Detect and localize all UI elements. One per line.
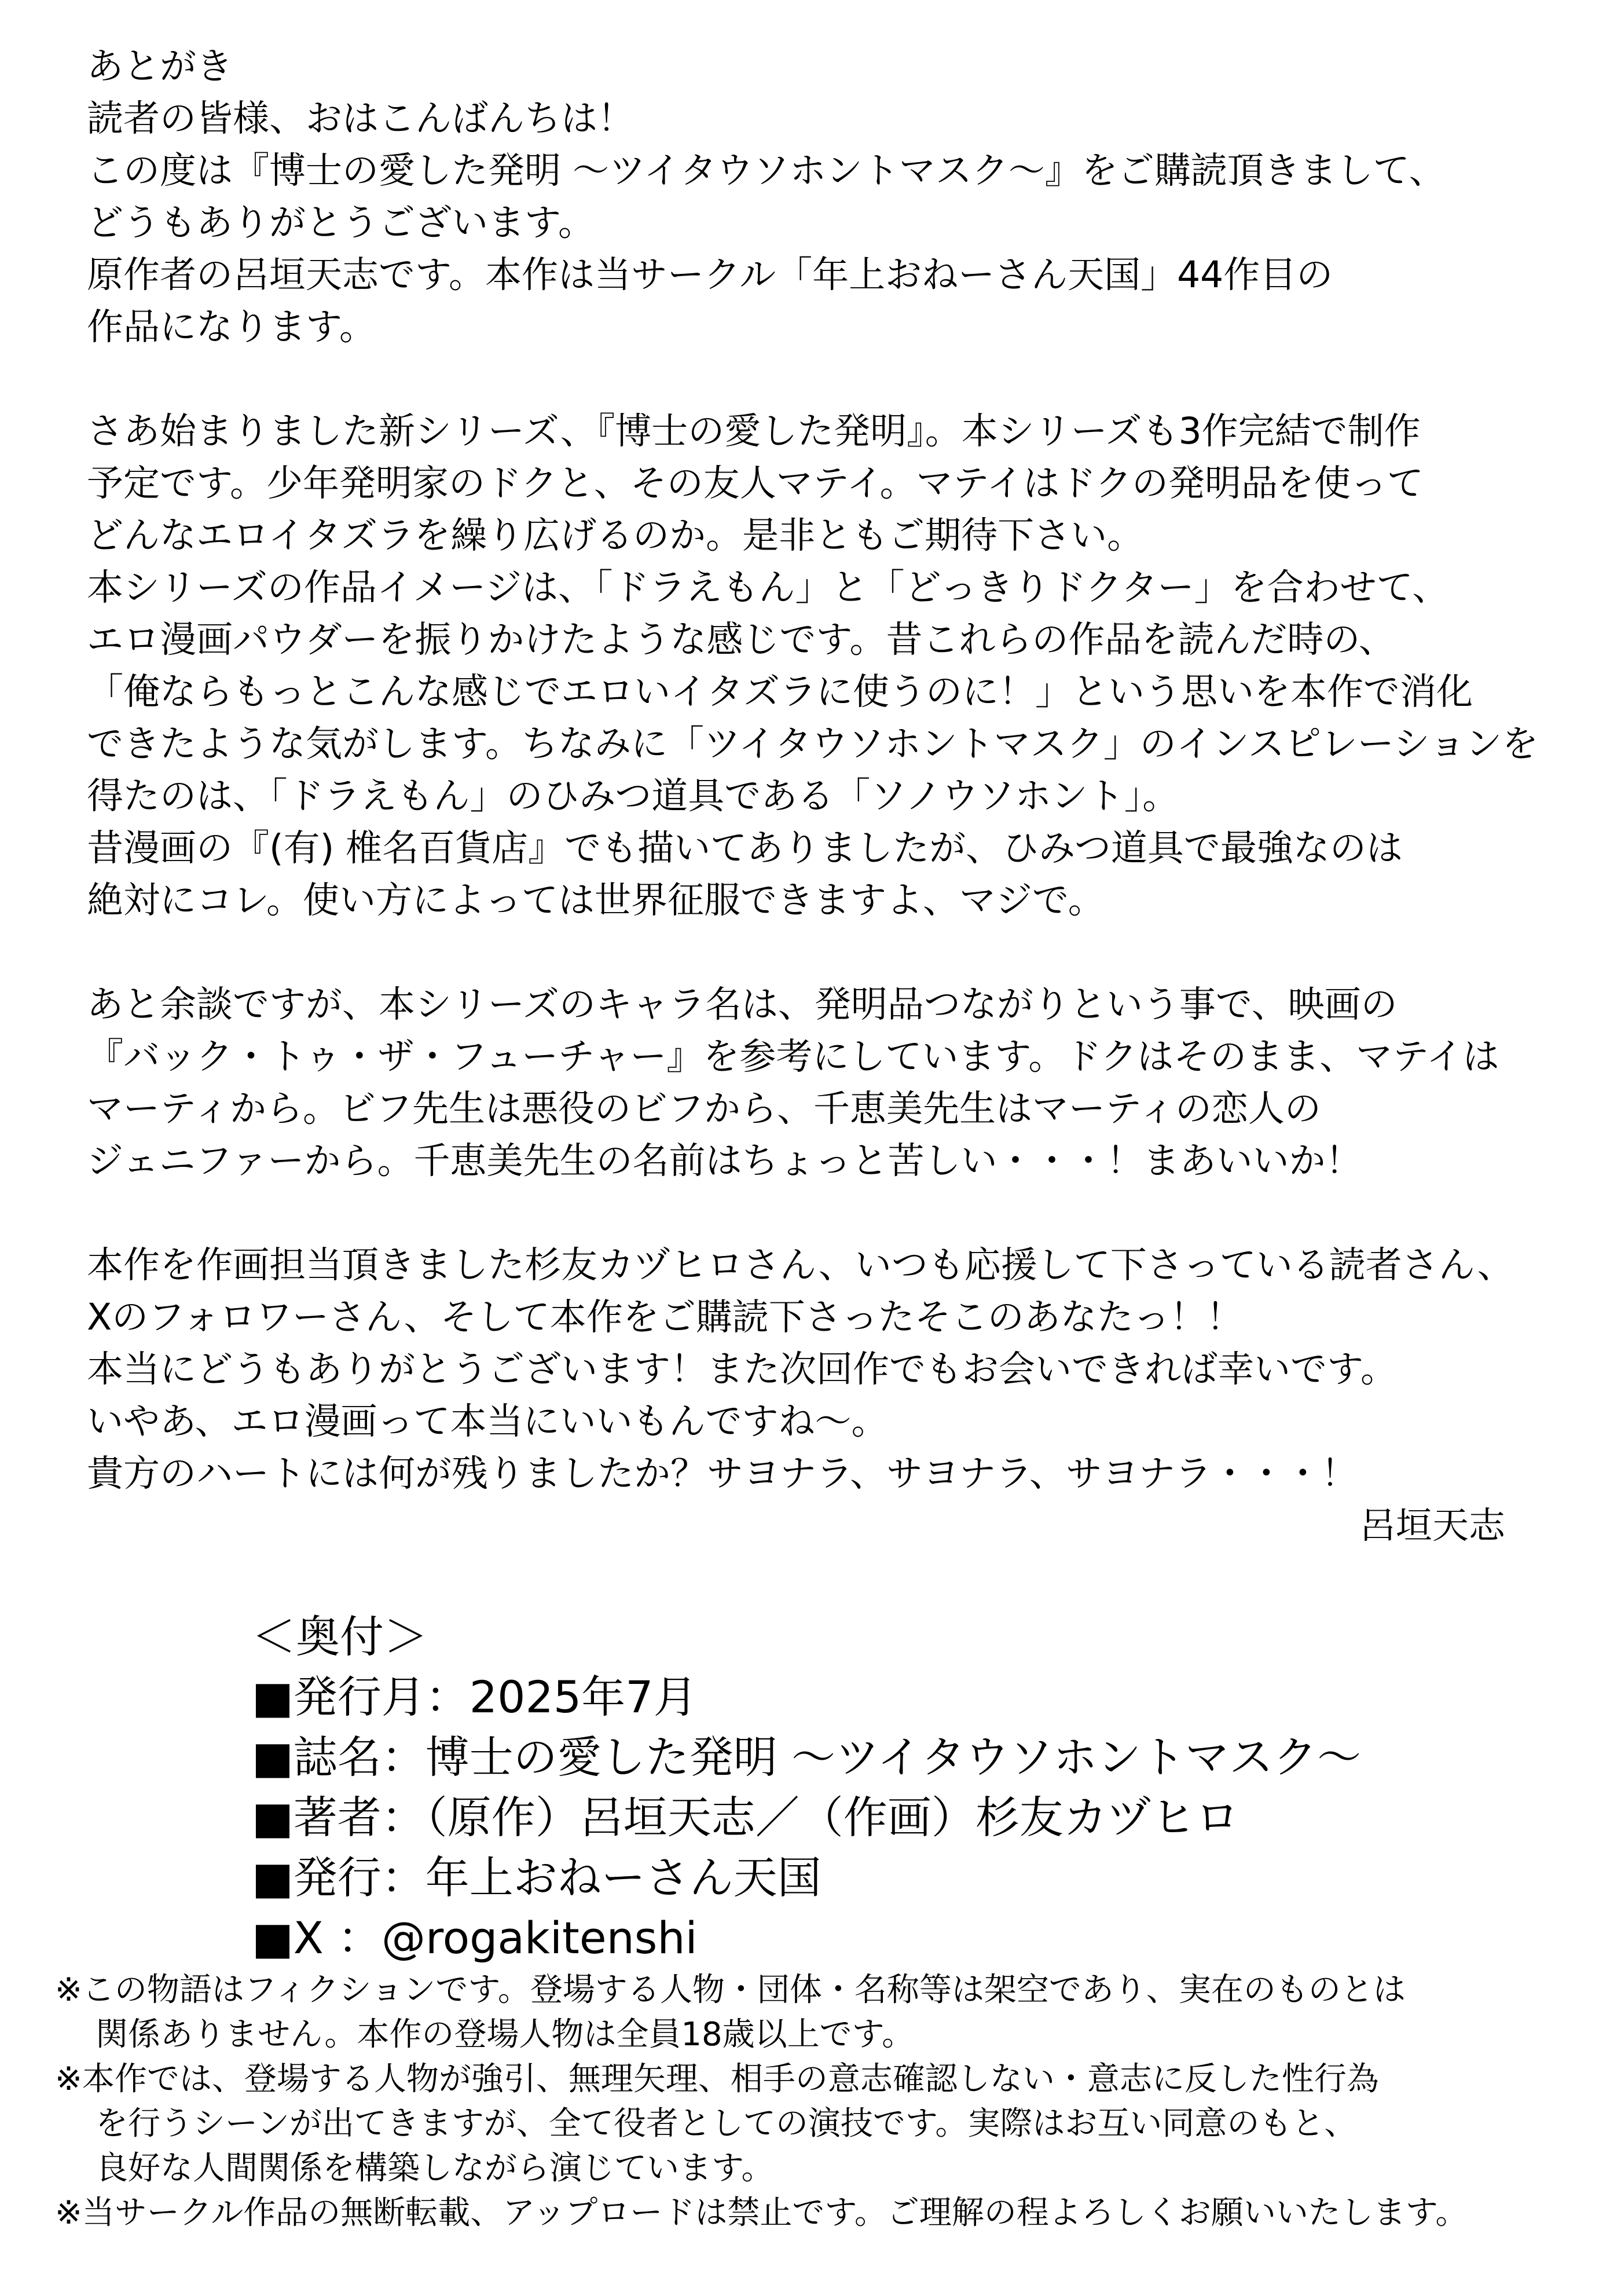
- disclaimer-notes: [55, 1968, 1595, 2235]
- colophon-authors: ■著者：（原作）呂垣天志／（作画）杉友カヅヒロ: [252, 1792, 1239, 1843]
- author-signature: 呂垣天志: [1359, 1504, 1505, 1547]
- colophon-issue-date: ■発行月：2025年7月: [252, 1671, 698, 1723]
- colophon-x-account: ■X ：@rogakitenshi: [252, 1912, 698, 1964]
- afterword-text-line: 絶対にコレ。使い方によっては世界征服できますよ、マジで。: [87, 879, 1105, 921]
- afterword-text-line: エロ漫画パウダーを振りかけたような感じです。昔これらの作品を読んだ時の、: [87, 618, 1395, 661]
- afterword-text-line: 原作者の呂垣天志です。本作は当サークル「年上おねーさん天国」44作目の: [87, 254, 1333, 296]
- afterword-text-line: 『バック・トゥ・ザ・フューチャー』を参考にしています。ドクはそのまま、マテイは: [87, 1035, 1499, 1078]
- paragraph-spacer: [87, 353, 1569, 405]
- disclaimer-line: を行うシーンが出てきますが、全て役者としての演技です。実際はお互い同意のもと、: [96, 2105, 1357, 2143]
- paragraph-spacer: [87, 1187, 1569, 1239]
- afterword-text-line: この度は『博士の愛した発明 〜ツイタウソホントマスク〜』をご購読頂きまして、: [87, 149, 1446, 192]
- afterword-text-line: あと余談ですが、本シリーズのキャラ名は、発明品つながりという事で、映画の: [87, 983, 1398, 1026]
- afterword-text-line: さあ始まりました新シリーズ、『博士の愛した発明』。本シリーズも3作完結で制作: [87, 410, 1421, 452]
- afterword-text-line: 「俺ならもっとこんな感じでエロいイタズラに使うのに！」という思いを本作で消化: [87, 671, 1473, 713]
- afterword-text-line: ジェニファーから。千恵美先生の名前はちょっと苦しい・・・！まあいいか！: [87, 1140, 1362, 1182]
- afterword-text-line: どんなエロイタズラを繰り広げるのか。是非ともご期待下さい。: [87, 514, 1144, 556]
- afterword-text-line: 作品になります。: [87, 306, 376, 348]
- paragraph-spacer: [87, 927, 1569, 979]
- afterword-text-line: 本シリーズの作品イメージは、「ドラえもん」と「どっきりドクター」を合わせて、: [87, 566, 1449, 609]
- afterword-text-line: マーティから。ビフ先生は悪役のビフから、千恵美先生はマーティの恋人の: [87, 1087, 1321, 1130]
- afterword-text-line: どうもありがとうございます。: [87, 202, 595, 244]
- afterword-title: あとがき: [87, 45, 233, 87]
- colophon-section: [252, 1607, 1361, 1968]
- afterword-text-line: いやあ、エロ漫画って本当にいいもんですね〜。: [87, 1400, 888, 1442]
- disclaimer-line: 良好な人間関係を構築しながら演じています。: [96, 2149, 774, 2187]
- afterword-text-line: 昔漫画の『(有) 椎名百貨店』でも描いてありましたが、ひみつ道具で最強なのは: [87, 827, 1403, 869]
- afterword-text-line: 本当にどうもありがとうございます！また次回作でもお会いできれば幸いです。: [87, 1348, 1397, 1390]
- afterword-section: [87, 41, 1569, 1552]
- colophon-heading: ＜奥付＞: [252, 1611, 428, 1663]
- colophon-title: ■誌名：博士の愛した発明 〜ツイタウソホントマスク〜: [252, 1731, 1362, 1783]
- afterword-text-line: 貴方のハートには何が残りましたか？サヨナラ、サヨナラ、サヨナラ・・・！: [87, 1452, 1358, 1495]
- afterword-text-line: 本作を作画担当頂きました杉友カヅヒロさん、いつも応援して下さっている読者さん、: [87, 1244, 1514, 1286]
- afterword-text-line: 得たのは、「ドラえもん」のひみつ道具である「ソノウソホント」。: [87, 775, 1179, 817]
- disclaimer-line: 関係ありません。本作の登場人物は全員18歳以上です。: [96, 2016, 915, 2053]
- disclaimer-line: ※この物語はフィクションです。登場する人物・団体・名称等は架空であり、実在のものとは: [55, 1971, 1406, 2009]
- colophon-publisher: ■発行：年上おねーさん天国: [252, 1852, 821, 1903]
- afterword-text-line: Xのフォロワーさん、そして本作をご購読下さったそこのあなたっ！！: [87, 1296, 1243, 1338]
- disclaimer-line: ※本作では、登場する人物が強引、無理矢理、相手の意志確認しない・意志に反した性行為: [55, 2060, 1379, 2098]
- afterword-text-line: 読者の皆様、おはこんばんちは！: [87, 97, 634, 140]
- afterword-text-line: できたような気がします。ちなみに「ツイタウソホントマスク」のインスピレーションを: [87, 723, 1539, 765]
- disclaimer-line: ※当サークル作品の無断転載、アップロードは禁止です。ご理解の程よろしくお願いいたします。: [55, 2194, 1468, 2232]
- afterword-text-line: 予定です。少年発明家のドクと、その友人マテイ。マテイはドクの発明品を使って: [87, 462, 1424, 504]
